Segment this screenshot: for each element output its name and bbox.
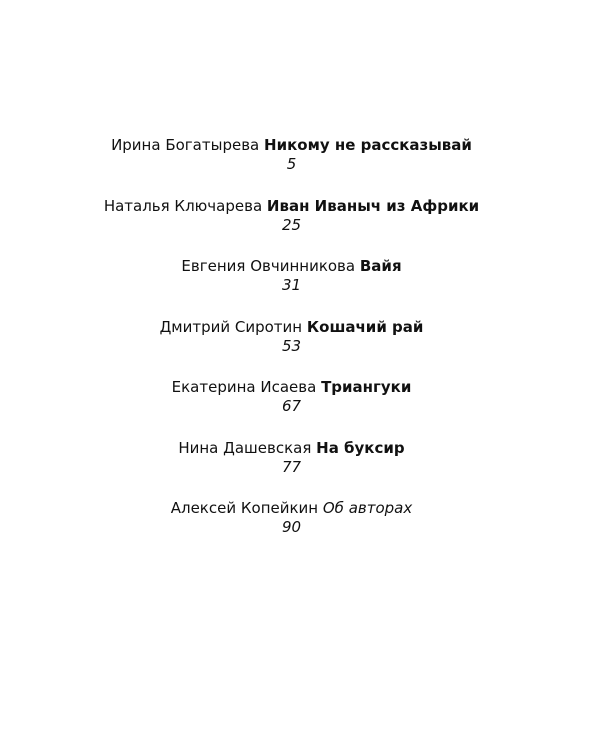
- toc-page-number: 25: [281, 215, 302, 234]
- toc-author: Нина Дашевская: [178, 438, 312, 457]
- toc-entry-line: [0, 318, 583, 337]
- toc-author: Евгения Овчинникова: [181, 257, 356, 275]
- toc-page-number: 31: [281, 276, 302, 294]
- toc-page-number: 5: [286, 155, 297, 173]
- toc-entry-line: [0, 378, 583, 397]
- toc-title: Никому не рассказывай: [264, 136, 472, 154]
- toc-entry-line: [0, 136, 583, 155]
- toc-title: Триангуки: [321, 378, 412, 396]
- toc-entry-line: [0, 257, 583, 276]
- toc-title: Об авторах: [322, 499, 413, 517]
- toc-title: Вайя: [359, 257, 402, 275]
- toc-entry[interactable]: [0, 257, 583, 295]
- toc-author: Алексей Копейкин: [170, 499, 319, 517]
- toc-entry-line: [0, 439, 583, 458]
- toc-entry[interactable]: [0, 136, 583, 174]
- toc-page-number: 77: [281, 457, 302, 476]
- toc-entry[interactable]: [0, 499, 583, 537]
- toc-entry-line: [0, 197, 583, 216]
- toc-entry[interactable]: [0, 378, 583, 416]
- toc-title: Кошачий рай: [306, 317, 424, 336]
- toc-entry[interactable]: [0, 197, 583, 235]
- toc-title: На буксир: [316, 438, 405, 457]
- toc-page-number: 67: [281, 397, 302, 415]
- toc-author: Дмитрий Сиротин: [159, 317, 303, 336]
- toc-entry[interactable]: [0, 318, 583, 356]
- toc-page-number: 53: [281, 336, 302, 355]
- toc-entry[interactable]: [0, 439, 583, 477]
- table-of-contents: [0, 136, 583, 560]
- toc-title: Иван Иваныч из Африки: [266, 196, 480, 215]
- toc-page-number: 90: [281, 518, 302, 536]
- toc-entry-line: [0, 499, 583, 518]
- toc-author: Екатерина Исаева: [171, 378, 317, 396]
- toc-author: Наталья Ключарева: [103, 196, 263, 215]
- toc-author: Ирина Богатырева: [111, 136, 260, 154]
